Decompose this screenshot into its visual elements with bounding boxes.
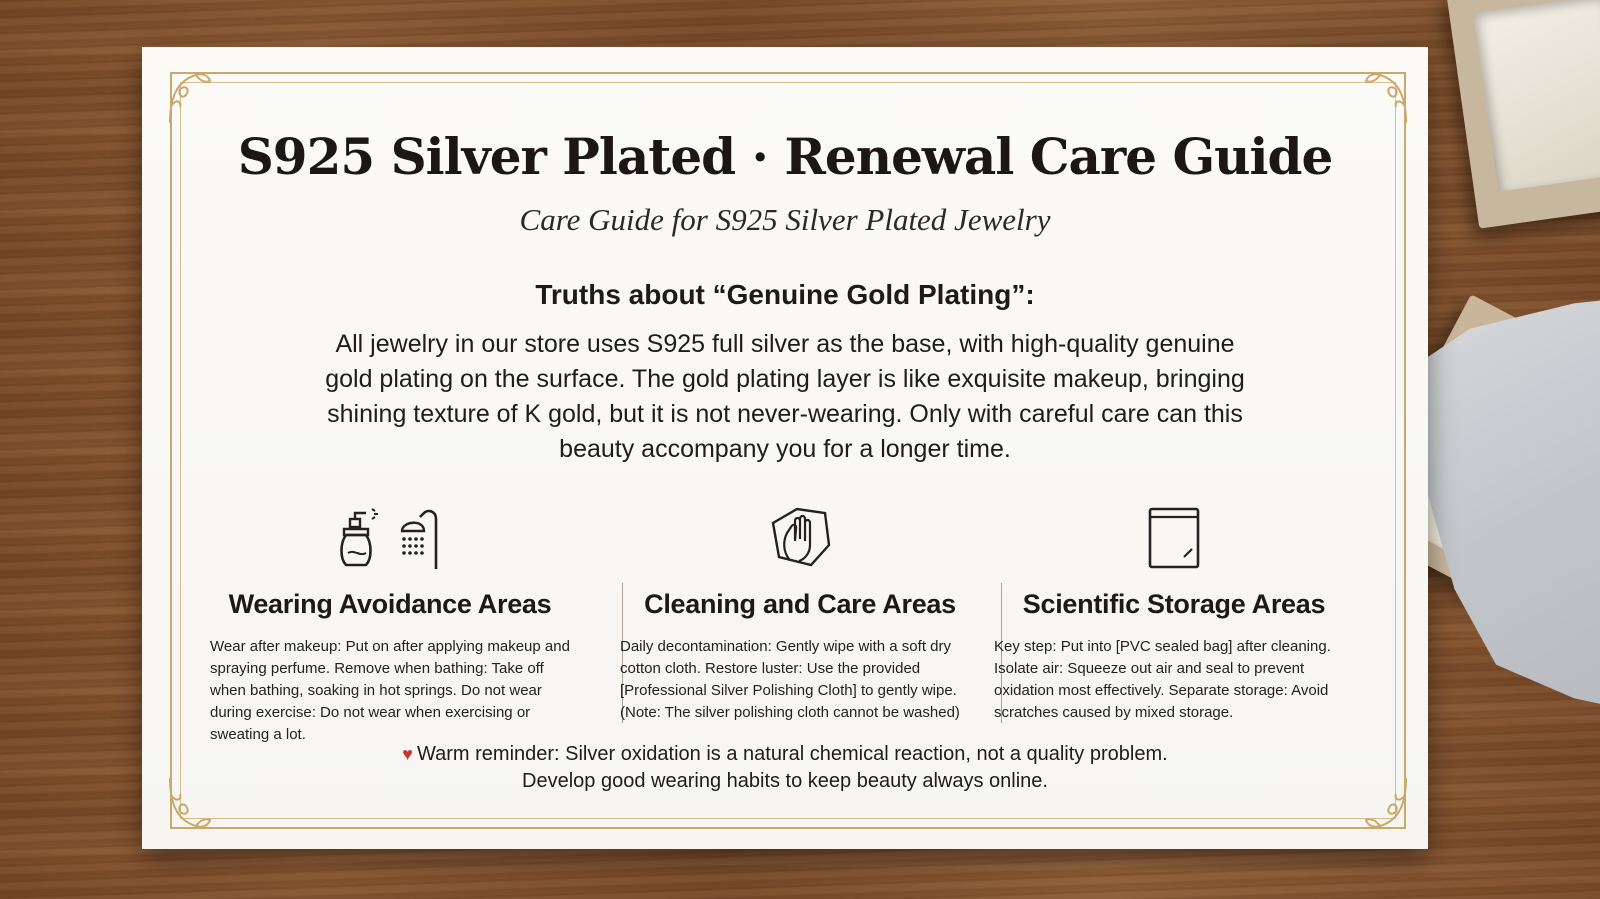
- corner-flourish-icon: [1352, 69, 1410, 127]
- section-body: Daily decontamination: Gently wipe with a soft dry cotton cloth. Restore luster: Use the provided [Professional Silver Polishing Cloth] to gently wipe. (Note: The silver polishing cloth cannot be washed): [620, 638, 960, 721]
- section-title: Wearing Avoidance Areas: [228, 589, 552, 619]
- section-icons: [200, 505, 580, 575]
- care-guide-card: [142, 47, 1428, 849]
- sealed-bag-icon: [1146, 505, 1202, 571]
- reminder-line-2: Develop good wearing habits to keep beauty always online.: [522, 770, 1048, 792]
- heart-icon: ♥: [402, 744, 413, 764]
- warm-reminder: [142, 741, 1428, 795]
- reminder-line-1: [142, 741, 1428, 768]
- reminder-text-1: Warm reminder: Silver oxidation is a natural chemical reaction, not a quality problem.: [416, 743, 1168, 765]
- jewelry-box-inside: [1473, 0, 1600, 192]
- section-scientific-storage: [984, 505, 1364, 724]
- section-body: Wear after makeup: Put on after applying makeup and spraying perfume. Remove when bathing: Take off when bathing, soaking in hot springs. Do not wear during exercise: Do not wear when exercising or sweating a lot.: [210, 638, 570, 743]
- jewelry-box-lid: [1446, 0, 1600, 229]
- shower-icon: [394, 505, 444, 571]
- section-icons: [984, 505, 1364, 575]
- hand-wiping-cloth-icon: [767, 505, 833, 571]
- guide-subtitle: Care Guide for S925 Silver Plated Jewelry: [519, 202, 1051, 237]
- guide-title: S925 Silver Plated · Renewal Care Guide: [237, 127, 1333, 186]
- section-title: Scientific Storage Areas: [1022, 589, 1326, 619]
- truth-paragraph: All jewelry in our store uses S925 full silver as the base, with high-quality genuine gold plating on the surface. The gold plating layer is like exquisite makeup, bringing shining texture of K gold, but it is not never-wearing. Only with careful care can this beauty accompany you for a longer time.: [325, 330, 1245, 463]
- truth-heading: Truths about “Genuine Gold Plating”:: [535, 279, 1035, 310]
- section-wearing-avoidance: [200, 505, 580, 746]
- section-body: Key step: Put into [PVC sealed bag] after cleaning. Isolate air: Squeeze out air and seal to prevent oxidation most effectively. Separate storage: Avoid scratches caused by mixed storage.: [994, 638, 1331, 721]
- section-icons: [610, 505, 990, 575]
- section-title: Cleaning and Care Areas: [644, 589, 956, 619]
- perfume-bottle-icon: [336, 505, 388, 571]
- section-cleaning-care: [610, 505, 990, 724]
- corner-flourish-icon: [166, 69, 224, 127]
